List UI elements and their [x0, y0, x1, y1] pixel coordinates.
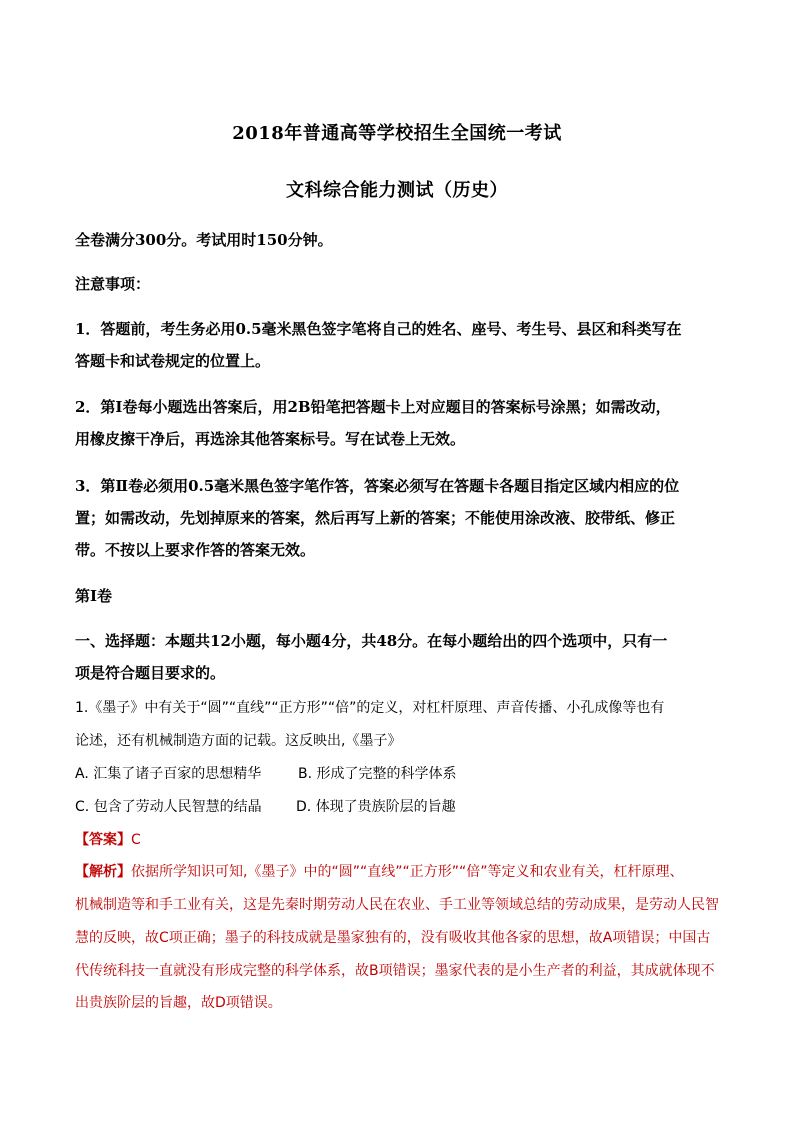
option-text: 汇集了诸子百家的思想精华	[93, 766, 262, 782]
notice-3-line-2: 置；如需改动，先划掉原来的答案，然后再写上新的答案；不能使用涂改液、胶带纸、修正	[75, 509, 676, 527]
analysis-text: 依据所学知识可知,《墨子》中的“圆”“直线”“正方形”“倍”等定义和农业有关，杠杆原理、	[131, 864, 684, 880]
notice-2-line-2: 用橡皮擦干净后，再选涂其他答案标号。写在试卷上无效。	[75, 430, 466, 448]
section-instruction-line-2: 项是符合题目要求的。	[75, 664, 226, 682]
question-1-stem-line-1: 1.《墨子》中有关于“圆”“直线”“正方形”“倍”的定义，对杠杆原理、声音传播、小孔成像等也有	[75, 700, 665, 716]
option-text: 体现了贵族阶层的旨趣	[315, 799, 456, 815]
option-letter: C.	[75, 799, 90, 815]
option-text: 包含了劳动人民智慧的结晶	[93, 799, 262, 815]
option-text: 形成了完整的科学体系	[316, 766, 457, 782]
question-1-analysis-line-3: 慧的反映，故C项正确；墨子的科技成就是墨家独有的，没有吸收其他各家的思想，故A项错误；中国古	[75, 930, 711, 946]
question-1-analysis-line-2: 机械制造等和手工业有关，这是先秦时期劳动人民在农业、手工业等领域总结的劳动成果，是劳动人民智	[75, 897, 719, 913]
score-line: 全卷满分300分。考试用时150分钟。	[75, 231, 333, 249]
question-1-stem-line-2: 论述，还有机械制造方面的记载。这反映出,《墨子》	[75, 733, 402, 749]
notice-1-line-2: 答题卡和试卷规定的位置上。	[75, 352, 271, 370]
question-1-analysis-line-1	[75, 861, 735, 881]
notice-2-line-1: 2．第Ⅰ卷每小题选出答案后，用2B铅笔把答题卡上对应题目的答案标号涂黑；如需改动，	[75, 398, 671, 416]
exam-subtitle: 文科综合能力测试（历史）	[286, 180, 508, 201]
question-1-option-c	[75, 796, 262, 816]
option-letter: D.	[296, 799, 312, 815]
section-instruction-line-1: 一、选择题：本题共12小题，每小题4分，共48分。在每小题给出的四个选项中，只有一	[75, 632, 668, 650]
option-letter: A.	[75, 766, 89, 782]
answer-label: 【答案】	[75, 832, 131, 848]
question-1-analysis-line-4: 代传统科技一直就没有形成完整的科学体系，故B项错误；墨家代表的是小生产者的利益，其成就体现不	[75, 963, 715, 979]
notice-3-line-1: 3．第Ⅱ卷必须用0.5毫米黑色签字笔作答，答案必须写在答题卡各题目指定区域内相应的位	[75, 477, 680, 495]
exam-title: 2018年普通高等学校招生全国统一考试	[232, 123, 562, 144]
question-1-answer	[75, 829, 735, 849]
question-1-option-a	[75, 763, 261, 783]
notice-3-line-3: 带。不按以上要求作答的答案无效。	[75, 541, 316, 559]
option-letter: B.	[298, 766, 313, 782]
notice-heading: 注意事项：	[75, 275, 151, 293]
section-heading: 第Ⅰ卷	[75, 587, 113, 605]
question-1-analysis-line-5: 出贵族阶层的旨趣，故D项错误。	[75, 995, 282, 1011]
analysis-label: 【解析】	[75, 864, 131, 880]
notice-1-line-1: 1．答题前，考生务必用0.5毫米黑色签字笔将自己的姓名、座号、考生号、县区和科类写在	[75, 320, 682, 338]
question-1-option-b	[298, 763, 457, 783]
question-1-option-d	[296, 796, 456, 816]
answer-value: C	[131, 832, 141, 848]
